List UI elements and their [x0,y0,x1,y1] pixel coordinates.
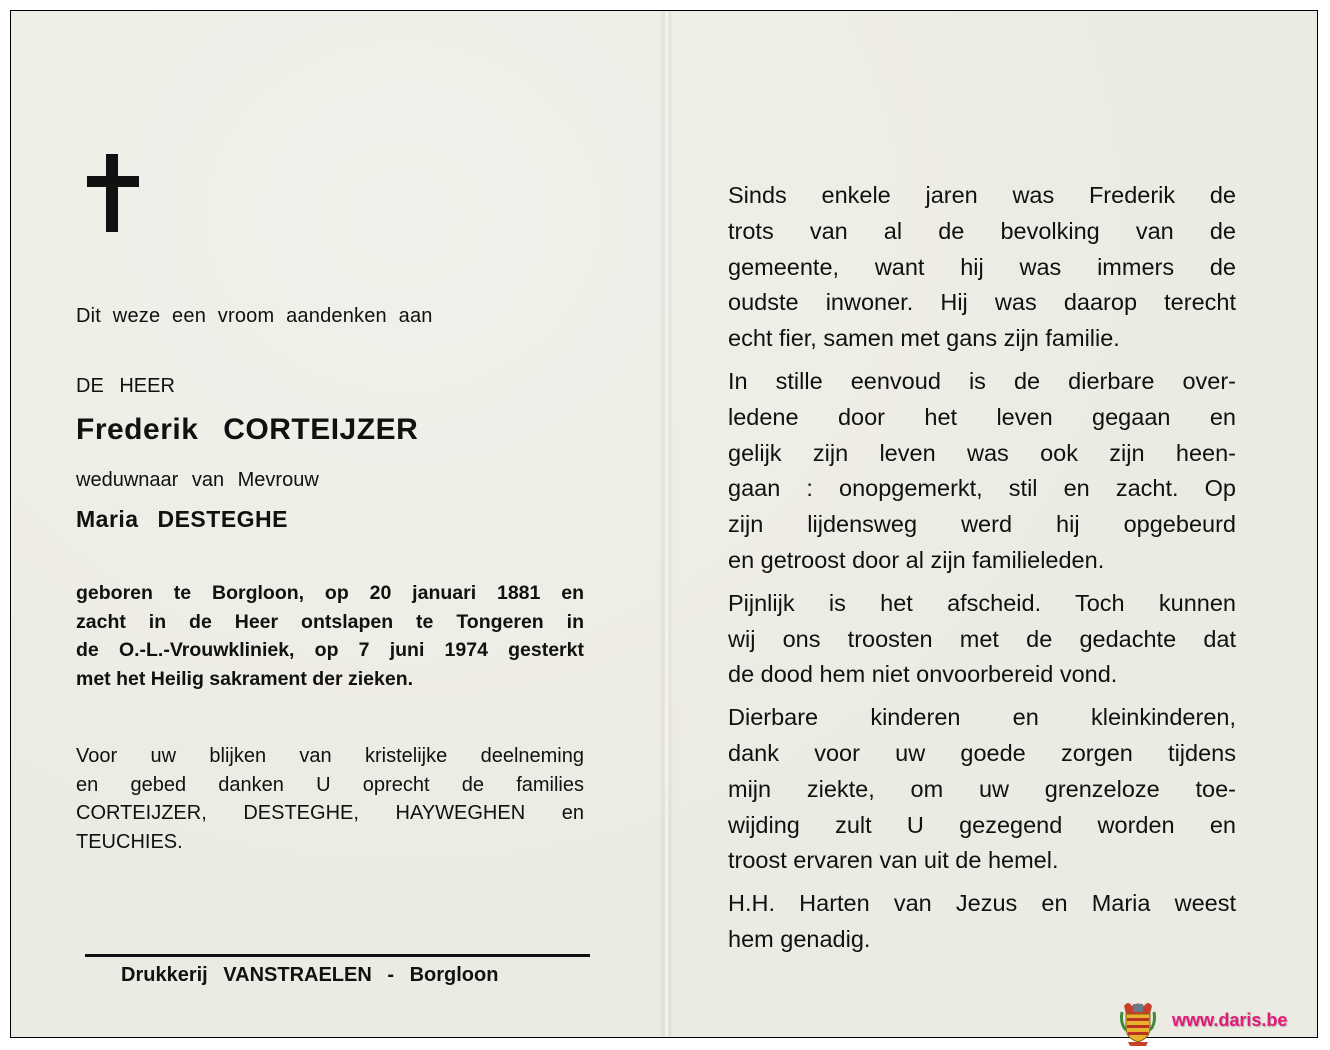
eulogy-line: gemeente, want hij was immers de [728,253,1236,280]
thanks-line: TEUCHIES. [76,830,183,853]
memorial-card [10,10,1318,1038]
eulogy-paragraph [728,178,1236,357]
eulogy-text [728,178,1236,965]
printer-credit: Drukkerij VANSTRAELEN - Borgloon [121,964,499,986]
eulogy-line: In stille eenvoud is de dierbare over- [728,367,1236,394]
coat-of-arms-icon [1118,1000,1158,1046]
eulogy-line: H.H. Harten van Jezus en Maria weest [728,890,1236,917]
thanks-line: Voor uw blijken van kristelijke deelneming [76,745,584,767]
eulogy-line: en getroost door al zijn familieleden. [728,546,1105,573]
eulogy-paragraph [728,586,1236,693]
cross-icon [87,154,139,232]
eulogy-line: hem genadig. [728,925,871,952]
eulogy-line: oudste inwoner. Hij was daarop terecht [728,289,1236,316]
eulogy-line: mijn ziekte, om uw grenzeloze toe- [728,775,1236,802]
eulogy-line: Dierbare kinderen en kleinkinderen, [728,704,1236,731]
spouse-name: Maria DESTEGHE [76,506,288,532]
eulogy-line: de dood hem niet onvoorbereid vond. [728,661,1118,688]
eulogy-line: echt fier, samen met gans zijn familie. [728,325,1120,352]
eulogy-line: gaan : onopgemerkt, stil en zacht. Op [728,475,1236,502]
honorific: DE HEER [76,375,175,397]
deceased-name: Frederik CORTEIJZER [76,413,419,446]
eulogy-line: dank voor uw goede zorgen tijdens [728,739,1236,766]
thanks-line: CORTEIJZER, DESTEGHE, HAYWEGHEN en [76,802,584,824]
eulogy-paragraph [728,364,1236,579]
fold-line [659,11,673,1037]
right-panel [728,11,1236,1037]
eulogy-line: Sinds enkele jaren was Frederik de [728,182,1236,208]
biography-line: de O.-L.-Vrouwkliniek, op 7 juni 1974 gesterkt [76,639,584,661]
relation-text: weduwnaar van Mevrouw [76,469,319,491]
divider-rule [85,954,590,957]
eulogy-line: zijn lijdensweg werd hij opgebeurd [728,511,1236,538]
left-panel [76,11,586,1037]
biography-line: met het Heilig sakrament der zieken. [76,667,414,690]
thanks-line: en gebed danken U oprecht de families [76,773,584,796]
biography-line: zacht in de Heer ontslapen te Tongeren in [76,610,584,633]
biography [76,579,584,693]
eulogy-line: troost ervaren van uit de hemel. [728,847,1059,874]
watermark-link[interactable]: www.daris.be [1172,1010,1288,1030]
eulogy-line: trots van al de bevolking van de [728,217,1236,244]
eulogy-line: ledene door het leven gegaan en [728,403,1236,430]
eulogy-line: gelijk zijn leven was ook zijn heen- [728,439,1236,466]
eulogy-line: Pijnlijk is het afscheid. Toch kunnen [728,589,1236,616]
eulogy-paragraph [728,700,1236,879]
eulogy-line: wijding zult U gezegend worden en [728,811,1236,838]
biography-line: geboren te Borgloon, op 20 januari 1881 en [76,582,584,604]
eulogy-paragraph [728,886,1236,958]
thanks-text [76,742,584,856]
eulogy-line: wij ons troosten met de gedachte dat [728,625,1236,652]
intro-text: Dit weze een vroom aandenken aan [76,305,433,327]
